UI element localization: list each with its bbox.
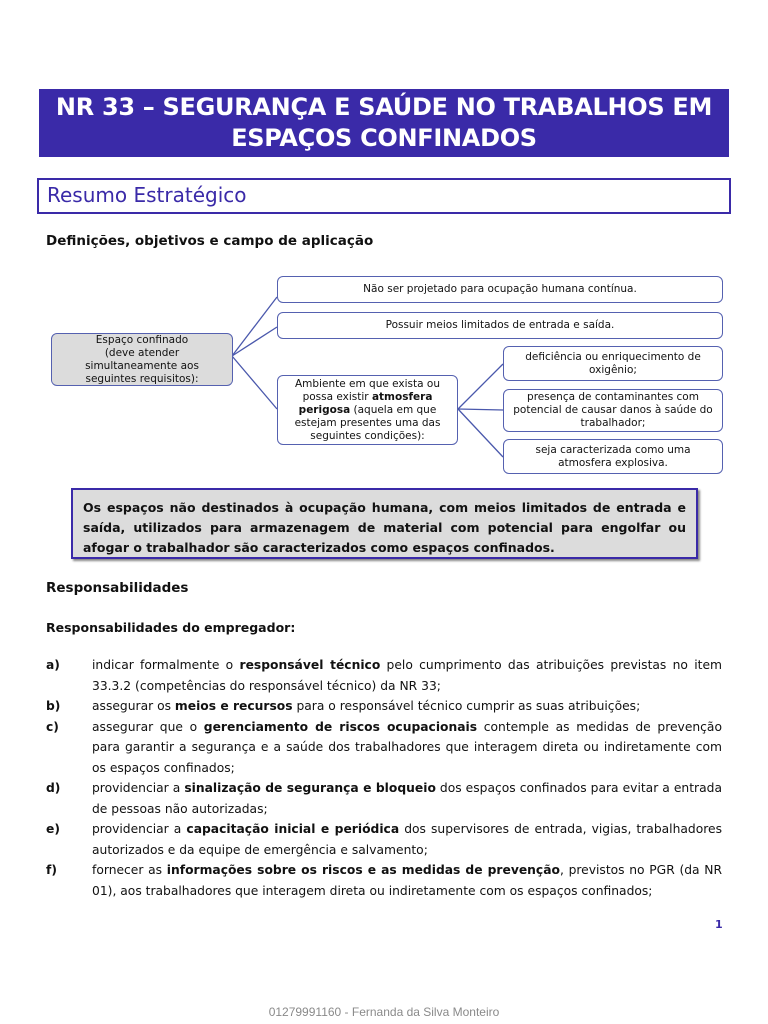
list-item-bold: gerenciamento de riscos ocupacionais — [203, 719, 478, 734]
list-item-text: fornecer as — [92, 863, 167, 877]
list-item — [46, 819, 722, 860]
requirement-box-1 — [277, 276, 723, 303]
list-item-text: providenciar a — [92, 822, 187, 836]
requirement-2-text: Possuir meios limitados de entrada e saída. — [385, 319, 615, 331]
root-subtitle: (deve atender simultaneamente aos seguintes requisitos): — [85, 346, 199, 385]
list-item-text: indicar formalmente o — [92, 658, 240, 672]
requirement-3-post: (aquela em que estejam presentes uma das seguintes condições): — [294, 403, 441, 442]
connector-req3-cond3 — [458, 409, 503, 457]
title-line-2: ESPAÇOS CONFINADOS — [231, 124, 537, 152]
requirement-box-3 — [277, 375, 458, 445]
list-item-bold: sinalização de segurança e bloqueio — [184, 781, 436, 795]
condition-2-text: presença de contaminantes com potencial de causar danos à saúde do trabalhador; — [513, 391, 713, 429]
definitions-heading: Definições, objetivos e campo de aplicação — [46, 233, 374, 249]
list-item-text: assegurar que o — [92, 719, 204, 734]
condition-3-text: seja caracterizada como uma atmosfera explosiva. — [535, 443, 691, 469]
employer-responsibilities-list — [46, 655, 722, 901]
requirement-1-text: Não ser projetado para ocupação humana contínua. — [363, 283, 637, 295]
condition-box-1 — [503, 346, 723, 381]
definition-callout: Os espaços não destinados à ocupação humana, com meios limitados de entrada e saída, utilizados para armazenagem de material com potencial para engolfar ou afogar o trabalhador são caracterizados como espaços confinados. — [71, 488, 698, 559]
document-title-banner — [39, 89, 729, 157]
list-item — [46, 778, 722, 819]
title-line-1: NR 33 – SEGURANÇA E SAÚDE NO TRABALHOS EM — [55, 93, 713, 121]
connector-root-req3 — [232, 356, 277, 409]
requirement-3-pre: Ambiente em que exista ou possa existir — [294, 377, 440, 403]
list-item-text: dos supervisores de entrada, vigias, trabalhadores autorizados e da equipe de emergência e salvamento; — [92, 822, 722, 857]
list-item-bold: informações sobre os riscos e as medidas de prevenção — [166, 863, 560, 877]
page-number: 1 — [715, 918, 723, 931]
list-item-text: dos espaços confinados para evitar a entrada de pessoas não autorizadas; — [92, 781, 722, 816]
list-item-letter: f) — [46, 863, 57, 877]
list-item-letter: d) — [46, 781, 61, 795]
list-item-text: providenciar a — [92, 781, 185, 795]
list-item-bold: responsável técnico — [239, 658, 381, 672]
list-item-bold: meios e recursos — [174, 699, 293, 713]
requirement-3-bold: atmosfera perigosa — [298, 390, 433, 416]
responsibilities-heading: Responsabilidades — [46, 580, 189, 596]
list-item-letter: c) — [46, 719, 59, 734]
condition-1-text: deficiência ou enriquecimento de oxigênio; — [525, 350, 701, 376]
section-title: Resumo Estratégico — [37, 178, 731, 214]
list-item-text: pelo cumprimento das atribuições previstas no item 33.3.2 (competências do responsável técnico) da NR 33; — [92, 658, 722, 693]
connector-req3-cond2 — [458, 409, 503, 410]
diagram-root-box — [51, 333, 233, 386]
list-item-bold: capacitação inicial e periódica — [186, 822, 400, 836]
requirement-3-text — [284, 378, 451, 443]
list-item-text: , previstos no PGR (da NR 01), aos trabalhadores que interagem direta ou indiretamente com os espaços confinados; — [92, 863, 723, 898]
list-item-letter: b) — [46, 699, 61, 713]
list-item-letter: e) — [46, 822, 60, 836]
connector-root-req2 — [232, 327, 277, 356]
list-item-letter: a) — [46, 658, 60, 672]
list-item — [46, 655, 722, 696]
employer-heading: Responsabilidades do empregador: — [46, 620, 296, 635]
connector-root-req1 — [232, 297, 277, 356]
list-item — [46, 860, 722, 901]
condition-box-2 — [503, 389, 723, 432]
requirement-box-2 — [277, 312, 723, 339]
list-item — [46, 696, 722, 717]
condition-box-3 — [503, 439, 723, 474]
list-item-text: para o responsável técnico cumprir as suas atribuições; — [292, 699, 641, 713]
connector-req3-cond1 — [458, 364, 503, 409]
list-item — [46, 717, 722, 779]
list-item-text: assegurar os — [92, 699, 175, 713]
list-item-text: contemple as medidas de prevenção para garantir a segurança e a saúde dos trabalhadores que interagem direta ou indiretamente com os espaços confinados; — [92, 719, 722, 775]
root-title: Espaço confinado — [95, 333, 189, 346]
footer-watermark: 01279991160 - Fernanda da Silva Monteiro — [268, 1005, 500, 1019]
